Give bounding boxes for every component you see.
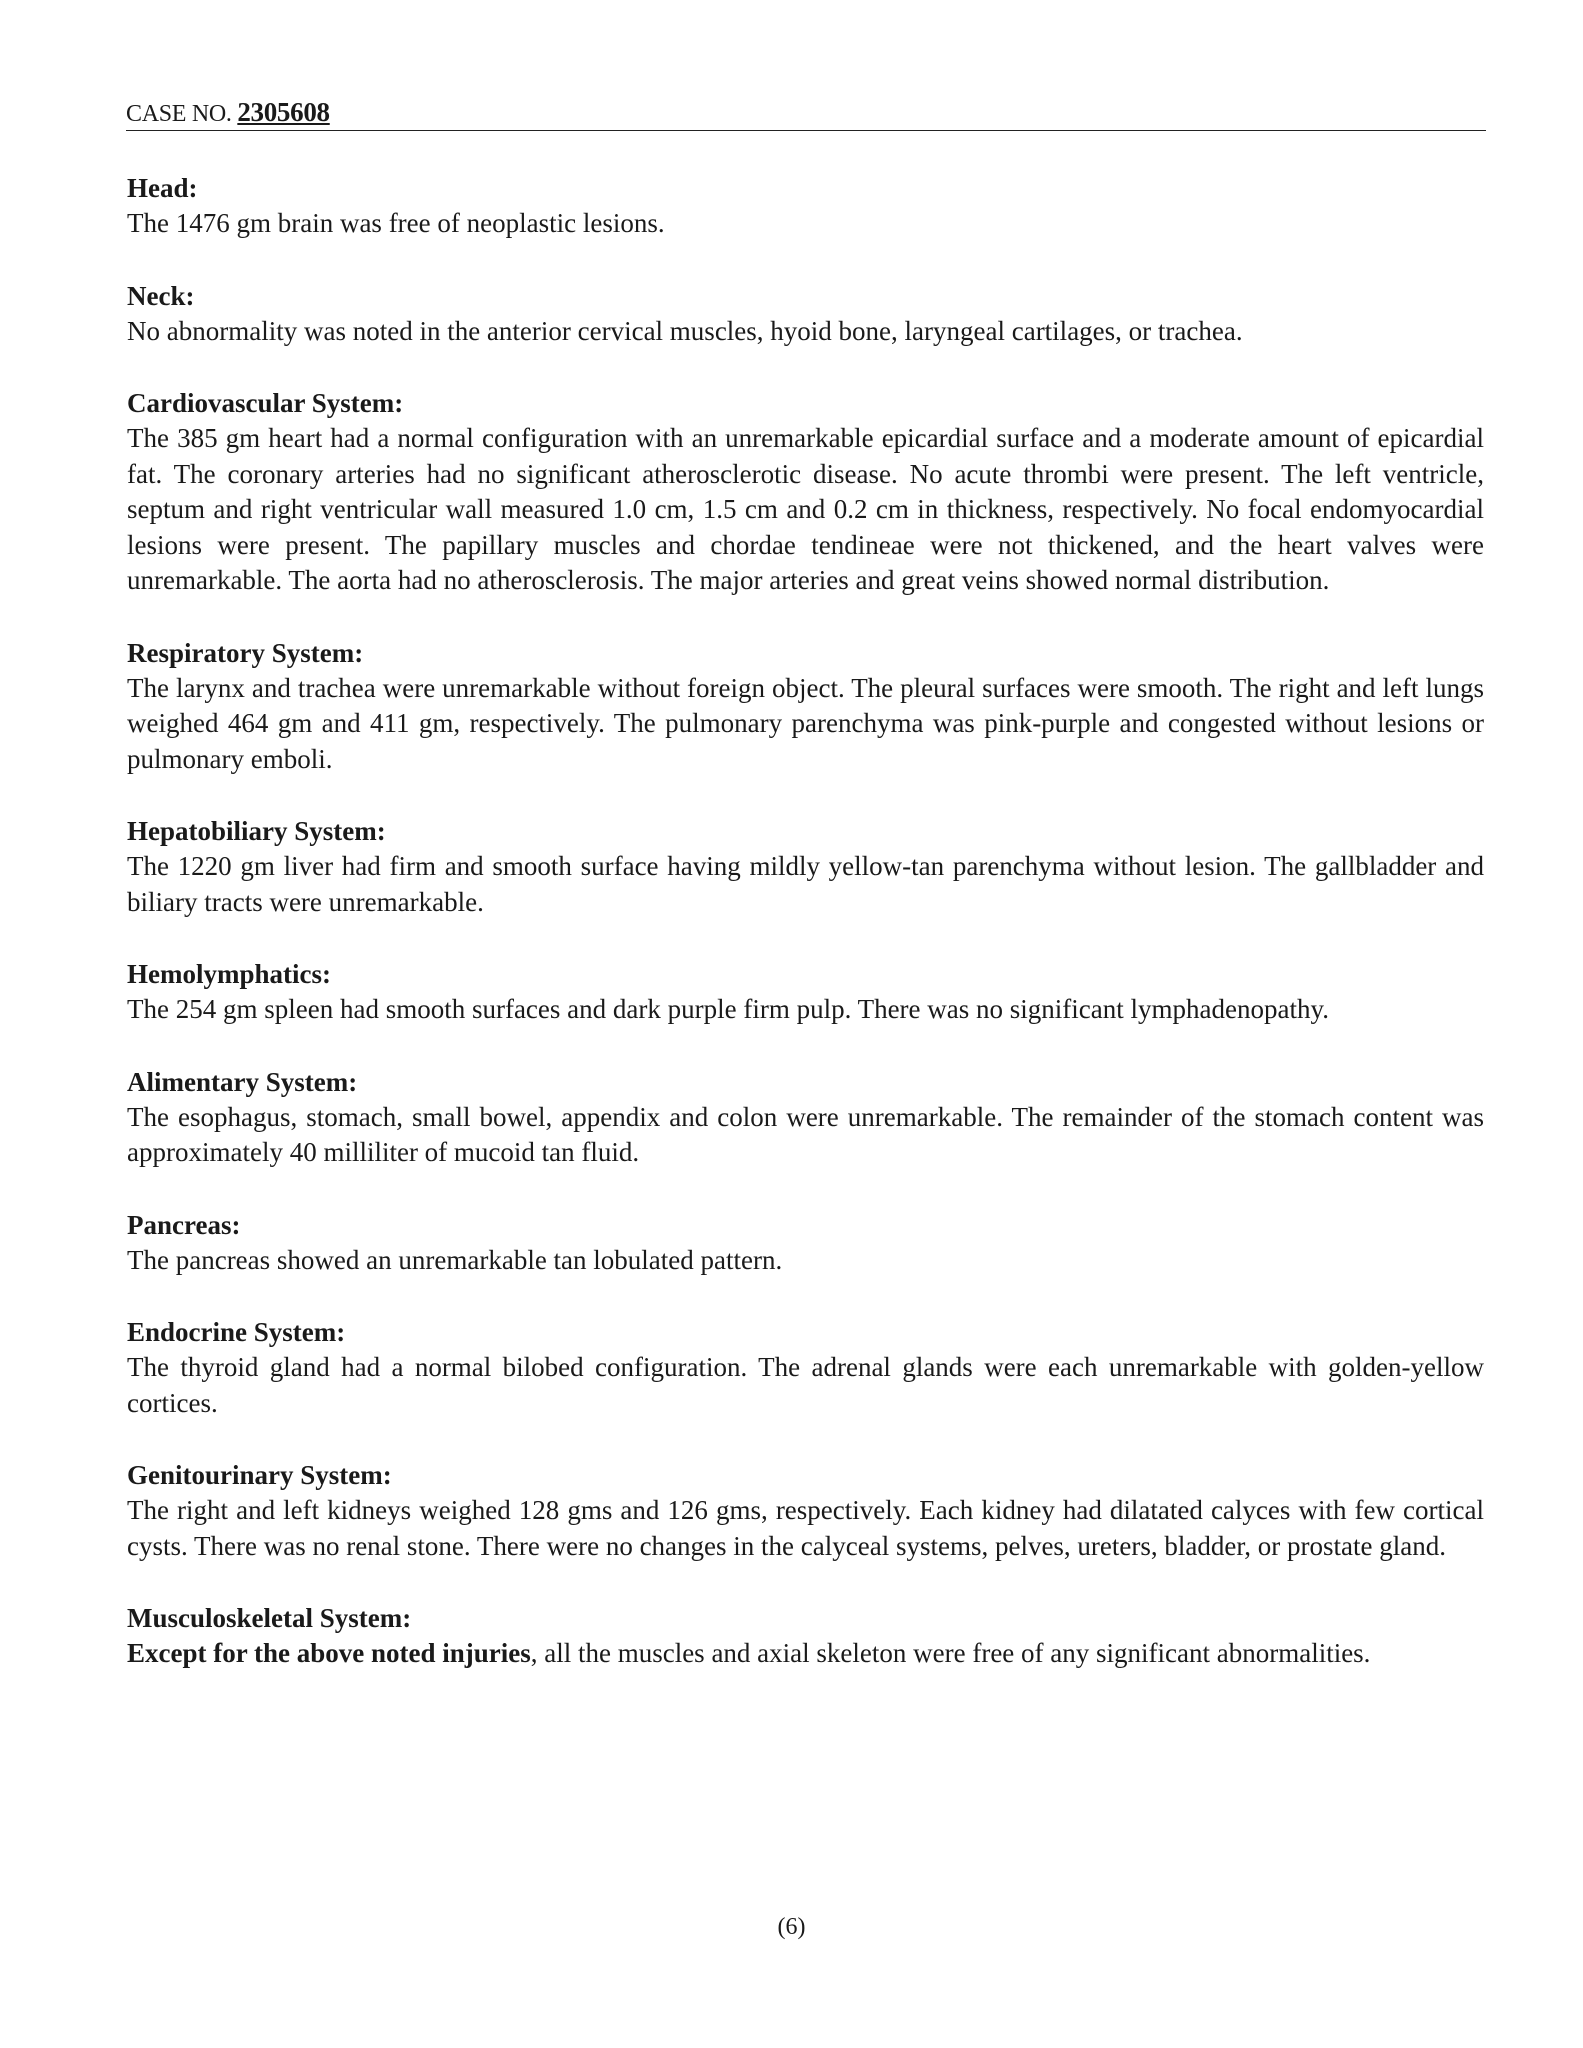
emphasized-phrase: Except for the above noted injuries bbox=[127, 1638, 531, 1668]
section-heading: Neck: bbox=[127, 280, 195, 311]
section-text: The 385 gm heart had a normal configuration with an unremarkable epicardial surface and a moderate amount of epicardial fat. The coronary arteries had no significant atherosclerotic disease. No acute thrombi were present. The left ventricle, septum and right ventricular wall measured 1.0 cm, 1.5 cm and 0.2 cm in thickness, respectively. No focal endomyocardial lesions were present. The papillary muscles and chordae tendineae were not thickened, and the heart valves were unremarkable. The aorta had no atherosclerosis. The major arteries and great veins showed normal distribution. bbox=[127, 423, 1484, 595]
section-heading: Endocrine System: bbox=[127, 1317, 346, 1347]
header-divider bbox=[126, 130, 1486, 131]
section-heading: Head: bbox=[127, 173, 198, 203]
section-alimentary bbox=[127, 1064, 1484, 1171]
document-body bbox=[127, 170, 1484, 1708]
section-cardiovascular bbox=[127, 385, 1484, 599]
section-endocrine bbox=[127, 1314, 1484, 1421]
case-label: CASE NO. bbox=[126, 101, 232, 127]
section-text: The 254 gm spleen had smooth surfaces and dark purple firm pulp. There was no significant lymphadenopathy. bbox=[127, 994, 1329, 1024]
section-head bbox=[127, 170, 1484, 242]
section-text: The larynx and trachea were unremarkable without foreign object. The pleural surfaces were smooth. The right and left lungs weighed 464 gm and 411 gm, respectively. The pulmonary parenchyma was pink-purple and congested without lesions or pulmonary emboli. bbox=[127, 672, 1484, 774]
section-heading: Hemolymphatics: bbox=[127, 959, 331, 989]
section-heading: Cardiovascular System: bbox=[127, 388, 404, 418]
section-heading: Musculoskeletal System: bbox=[127, 1603, 412, 1633]
section-text: The pancreas showed an unremarkable tan lobulated pattern. bbox=[127, 1244, 783, 1275]
section-text: The 1220 gm liver had firm and smooth surface having mildly yellow-tan parenchyma without lesion. The gallbladder and biliary tracts were unremarkable. bbox=[127, 851, 1484, 917]
section-text: The 1476 gm brain was free of neoplastic lesions. bbox=[127, 208, 665, 238]
section-respiratory bbox=[127, 635, 1484, 778]
page-number: (6) bbox=[777, 1914, 806, 1940]
section-hemolymphatics bbox=[127, 956, 1484, 1028]
section-text bbox=[127, 1636, 1484, 1672]
section-heading: Pancreas: bbox=[127, 1209, 241, 1240]
section-text: The thyroid gland had a normal bilobed configuration. The adrenal glands were each unremarkable with golden-yellow cortices. bbox=[127, 1352, 1484, 1418]
section-heading: Respiratory System: bbox=[127, 637, 364, 668]
page-header bbox=[126, 97, 1486, 129]
case-number: 2305608 bbox=[237, 97, 330, 127]
section-hepatobiliary bbox=[127, 813, 1484, 920]
section-text: The right and left kidneys weighed 128 gms and 126 gms, respectively. Each kidney had dilatated calyces with few cortical cysts. There was no renal stone. There were no changes in the calyceal systems, pelves, ureters, bladder, or prostate gland. bbox=[127, 1495, 1484, 1561]
section-genitourinary bbox=[127, 1457, 1484, 1564]
section-text: The esophagus, stomach, small bowel, appendix and colon were unremarkable. The remainder of the stomach content was approximately 40 milliliter of mucoid tan fluid. bbox=[127, 1101, 1484, 1167]
section-pancreas bbox=[127, 1207, 1484, 1279]
section-neck bbox=[127, 278, 1484, 350]
section-text-remainder: , all the muscles and axial skeleton were free of any significant abnormalities. bbox=[530, 1638, 1371, 1668]
section-musculoskeletal bbox=[127, 1600, 1484, 1672]
section-heading: Genitourinary System: bbox=[127, 1460, 392, 1490]
section-heading: Alimentary System: bbox=[127, 1066, 358, 1097]
section-text: No abnormality was noted in the anterior cervical muscles, hyoid bone, laryngeal cartilages, or trachea. bbox=[127, 315, 1243, 346]
section-heading: Hepatobiliary System: bbox=[127, 816, 386, 846]
